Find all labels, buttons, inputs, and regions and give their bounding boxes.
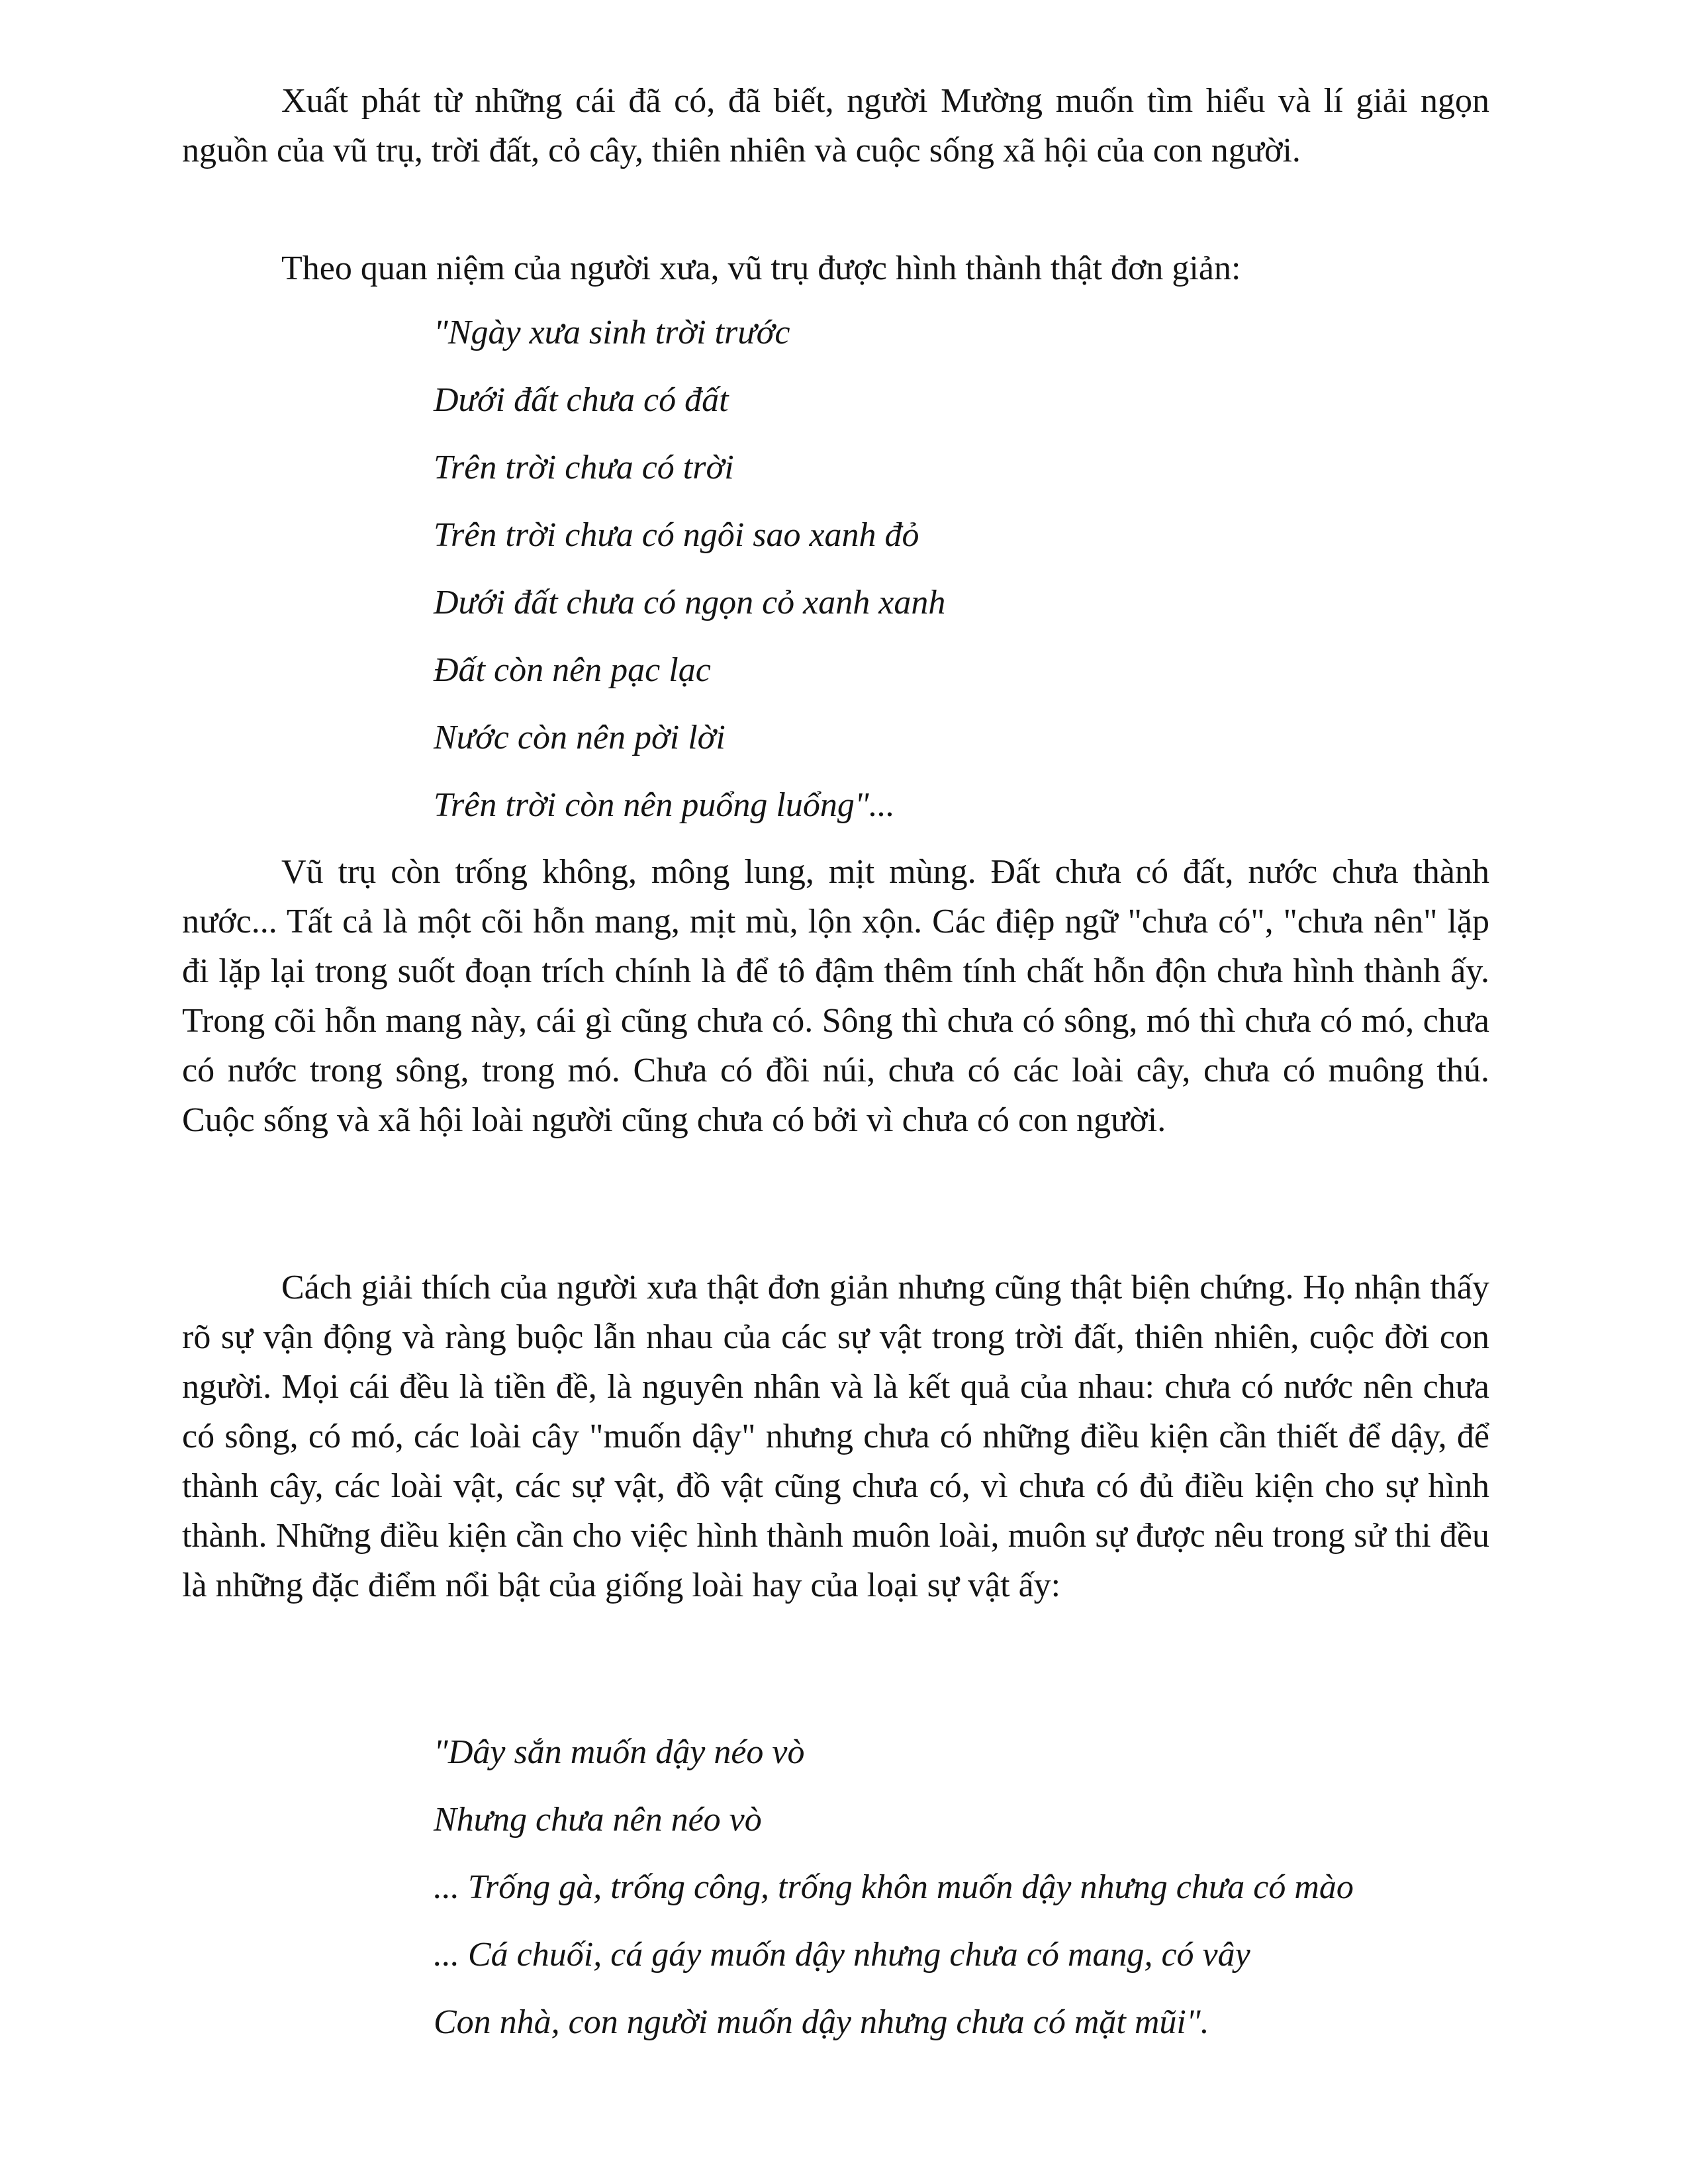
verse-block-desire <box>434 1727 1526 2065</box>
paragraph-cach-giai-thich: Cách giải thích của người xưa thật đơn giản nhưng cũng thật biện chứng. Họ nhận thấy rõ sự vận động và ràng buộc lẫn nhau của các sự vật trong trời đất, thiên nhiên, cuộc đời con người. Mọi cái đều là tiền đề, là nguyên nhân và là kết quả của nhau: chưa có nước nên chưa có sông, có mó, các loài cây "muốn dậy" nhưng chưa có những điều kiện cần thiết để dậy, để thành cây, các loài vật, các sự vật, đồ vật cũng chưa có, vì chưa có đủ điều kiện cho sự hình thành. Những điều kiện cần cho việc hình thành muôn loài, muôn sự được nêu trong sử thi đều là những đặc điểm nổi bật của giống loài hay của loại sự vật ấy: <box>182 1269 1489 1604</box>
verse-line: Con nhà, con người muốn dậy nhưng chưa có mặt mũi". <box>434 2003 1209 2041</box>
verse-line: Dưới đất chưa có ngọn cỏ xanh xanh <box>434 584 946 621</box>
verse-line: Trên trời chưa có ngôi sao xanh đỏ <box>434 516 919 554</box>
verse-line: Nước còn nên pời lời <box>434 719 726 756</box>
verse-line: Trên trời chưa có trời <box>434 449 734 486</box>
verse-line: Nhưng chưa nên néo vò <box>434 1801 762 1839</box>
verse-block-creation <box>434 308 1526 848</box>
paragraph-intro: Xuất phát từ những cái đã có, đã biết, người Mường muốn tìm hiểu và lí giải ngọn nguồn của vũ trụ, trời đất, cỏ cây, thiên nhiên và cuộc sống xã hội của con người. <box>182 82 1489 169</box>
paragraph-theo-quan-niem: Theo quan niệm của người xưa, vũ trụ được hình thành thật đơn giản: <box>281 250 1241 287</box>
paragraph-vu-tru: Vũ trụ còn trống không, mông lung, mịt mùng. Đất chưa có đất, nước chưa thành nước... Tất cả là một cõi hỗn mang, mịt mù, lộn xộn. Các điệp ngữ "chưa có", "chưa nên" lặp đi lặp lại trong suốt đoạn trích chính là để tô đậm thêm tính chất hỗn độn chưa hình thành ấy. Trong cõi hỗn mang này, cái gì cũng chưa có. Sông thì chưa có sông, mó thì chưa có mó, chưa có nước trong sông, trong mó. Chưa có đồi núi, chưa có các loài cây, chưa có muông thú. Cuộc sống và xã hội loài người cũng chưa có bởi vì chưa có con người. <box>182 853 1489 1139</box>
verse-line: ... Cá chuối, cá gáy muốn dậy nhưng chưa có mang, có vây <box>434 1936 1250 1974</box>
verse-line: Dưới đất chưa có đất <box>434 381 729 419</box>
verse-line: "Dây sắn muốn dậy néo vò <box>434 1733 805 1771</box>
verse-line: "Ngày xưa sinh trời trước <box>434 314 790 351</box>
verse-line: Đất còn nên pạc lạc <box>434 651 711 689</box>
verse-line: ... Trống gà, trống công, trống khôn muốn dậy nhưng chưa có mào <box>434 1868 1354 1906</box>
verse-line: Trên trời còn nên puổng luổng"... <box>434 786 895 824</box>
